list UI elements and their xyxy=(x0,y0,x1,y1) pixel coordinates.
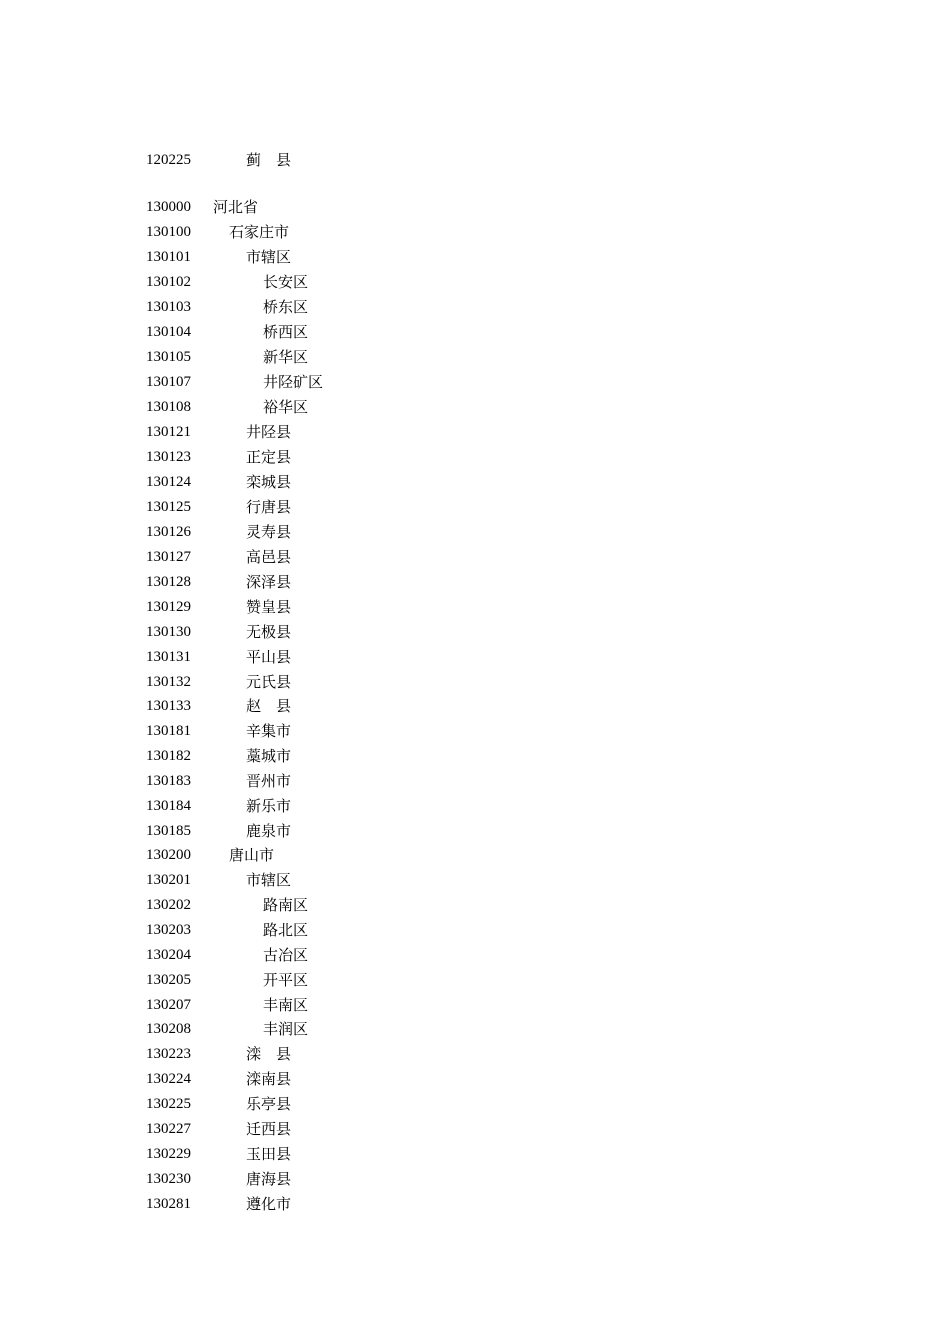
region-name: 乐亭县 xyxy=(246,1095,292,1113)
list-item-130201 xyxy=(146,868,292,893)
region-name: 路北区 xyxy=(263,921,309,939)
region-code: 130201 xyxy=(146,872,191,888)
region-name: 长安区 xyxy=(263,273,309,291)
list-item-130200 xyxy=(146,843,275,868)
region-code: 130181 xyxy=(146,723,191,739)
region-name: 滦南县 xyxy=(246,1070,292,1088)
region-name: 石家庄市 xyxy=(229,223,290,241)
list-item-130207 xyxy=(146,993,309,1018)
list-item-130281 xyxy=(146,1192,292,1217)
region-code: 130104 xyxy=(146,324,191,340)
region-name: 赵 县 xyxy=(246,697,292,715)
region-name: 新华区 xyxy=(263,348,309,366)
region-code: 130185 xyxy=(146,823,191,839)
list-item-130126 xyxy=(146,520,292,545)
region-code: 130123 xyxy=(146,449,191,465)
list-item-130224 xyxy=(146,1067,292,1092)
region-code: 130223 xyxy=(146,1046,191,1062)
region-name: 裕华区 xyxy=(263,398,309,416)
region-code: 130182 xyxy=(146,748,191,764)
region-code: 130202 xyxy=(146,897,191,913)
list-item-130205 xyxy=(146,968,309,993)
region-code: 130230 xyxy=(146,1171,191,1187)
region-name: 丰南区 xyxy=(263,996,309,1014)
region-name: 蓟 县 xyxy=(246,151,292,169)
region-code: 130132 xyxy=(146,674,191,690)
region-name: 正定县 xyxy=(246,448,292,466)
region-name: 桥东区 xyxy=(263,298,309,316)
list-item-130125 xyxy=(146,495,292,520)
list-item-130131 xyxy=(146,645,292,670)
list-item-130229 xyxy=(146,1142,292,1167)
list-item-130223 xyxy=(146,1042,292,1067)
region-code: 130108 xyxy=(146,399,191,415)
region-code: 130000 xyxy=(146,199,191,215)
region-code: 130130 xyxy=(146,624,191,640)
region-code: 130101 xyxy=(146,249,191,265)
region-name: 路南区 xyxy=(263,896,309,914)
region-name: 市辖区 xyxy=(246,871,292,889)
region-code: 130229 xyxy=(146,1146,191,1162)
region-code: 130227 xyxy=(146,1121,191,1137)
list-item-130103 xyxy=(146,295,309,320)
region-code: 130103 xyxy=(146,299,191,315)
list-item-130101 xyxy=(146,245,292,270)
list-item-130107 xyxy=(146,370,324,395)
region-name: 新乐市 xyxy=(246,797,292,815)
region-code: 130128 xyxy=(146,574,191,590)
region-name: 赞皇县 xyxy=(246,598,292,616)
region-name: 晋州市 xyxy=(246,772,292,790)
region-code: 130200 xyxy=(146,847,191,863)
region-code: 130102 xyxy=(146,274,191,290)
region-code: 130107 xyxy=(146,374,191,390)
region-name: 河北省 xyxy=(213,198,259,216)
region-name: 辛集市 xyxy=(246,722,292,740)
region-name: 元氏县 xyxy=(246,673,292,691)
region-code: 130183 xyxy=(146,773,191,789)
list-item-130127 xyxy=(146,545,292,570)
region-code: 130131 xyxy=(146,649,191,665)
region-name: 高邑县 xyxy=(246,548,292,566)
region-code: 130125 xyxy=(146,499,191,515)
list-item-130000 xyxy=(146,195,259,220)
region-code: 130127 xyxy=(146,549,191,565)
region-code: 120225 xyxy=(146,152,191,168)
region-code: 130129 xyxy=(146,599,191,615)
list-item-130208 xyxy=(146,1017,309,1042)
region-name: 古冶区 xyxy=(263,946,309,964)
list-item-130124 xyxy=(146,470,292,495)
region-code: 130225 xyxy=(146,1096,191,1112)
region-code: 130105 xyxy=(146,349,191,365)
region-name: 唐海县 xyxy=(246,1170,292,1188)
region-code: 130184 xyxy=(146,798,191,814)
list-item-120225 xyxy=(146,148,292,173)
region-code: 130124 xyxy=(146,474,191,490)
region-name: 市辖区 xyxy=(246,248,292,266)
list-item-130202 xyxy=(146,893,309,918)
region-name: 平山县 xyxy=(246,648,292,666)
list-item-130181 xyxy=(146,719,292,744)
region-name: 遵化市 xyxy=(246,1195,292,1213)
list-item-130204 xyxy=(146,943,309,968)
region-name: 井陉县 xyxy=(246,423,292,441)
region-name: 栾城县 xyxy=(246,473,292,491)
region-name: 开平区 xyxy=(263,971,309,989)
region-code: 130207 xyxy=(146,997,191,1013)
region-name: 藁城市 xyxy=(246,747,292,765)
region-name: 迁西县 xyxy=(246,1120,292,1138)
region-code: 130224 xyxy=(146,1071,191,1087)
region-name: 玉田县 xyxy=(246,1145,292,1163)
list-item-130133 xyxy=(146,694,292,719)
region-name: 桥西区 xyxy=(263,323,309,341)
list-item-130129 xyxy=(146,595,292,620)
list-item-130130 xyxy=(146,620,292,645)
region-code: 130208 xyxy=(146,1021,191,1037)
list-item-130225 xyxy=(146,1092,292,1117)
list-item-130123 xyxy=(146,445,292,470)
region-name: 深泽县 xyxy=(246,573,292,591)
region-name: 唐山市 xyxy=(229,846,275,864)
region-code: 130204 xyxy=(146,947,191,963)
region-name: 鹿泉市 xyxy=(246,822,292,840)
list-item-130104 xyxy=(146,320,309,345)
list-item-130132 xyxy=(146,670,292,695)
list-item-130183 xyxy=(146,769,292,794)
list-item-130105 xyxy=(146,345,309,370)
region-name: 灵寿县 xyxy=(246,523,292,541)
region-name: 滦 县 xyxy=(246,1045,292,1063)
list-item-130108 xyxy=(146,395,309,420)
region-code: 130203 xyxy=(146,922,191,938)
list-item-130182 xyxy=(146,744,292,769)
list-item-130128 xyxy=(146,570,292,595)
region-code: 130205 xyxy=(146,972,191,988)
list-item-130230 xyxy=(146,1167,292,1192)
region-code: 130121 xyxy=(146,424,191,440)
region-code: 130281 xyxy=(146,1196,191,1212)
region-code: 130133 xyxy=(146,698,191,714)
list-item-130184 xyxy=(146,794,292,819)
list-item-130102 xyxy=(146,270,309,295)
list-item-130121 xyxy=(146,420,292,445)
region-name: 井陉矿区 xyxy=(263,373,324,391)
region-name: 丰润区 xyxy=(263,1020,309,1038)
region-name: 行唐县 xyxy=(246,498,292,516)
region-name: 无极县 xyxy=(246,623,292,641)
list-item-130100 xyxy=(146,220,290,245)
region-code: 130126 xyxy=(146,524,191,540)
list-item-130203 xyxy=(146,918,309,943)
region-code: 130100 xyxy=(146,224,191,240)
list-item-130185 xyxy=(146,819,292,844)
list-item-130227 xyxy=(146,1117,292,1142)
